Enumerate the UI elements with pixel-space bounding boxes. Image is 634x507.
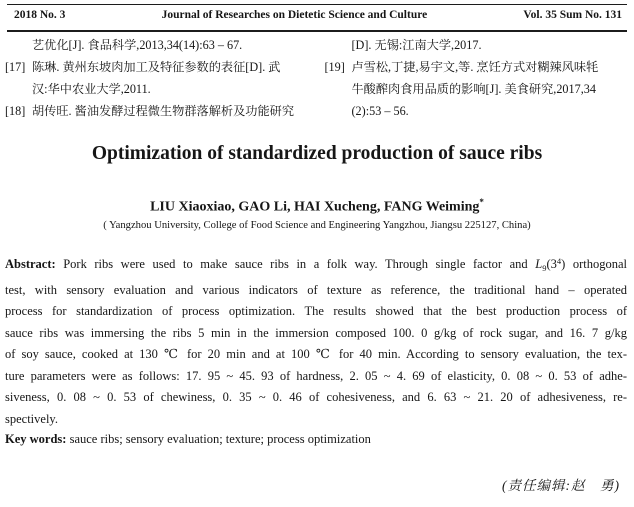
editor-note: (责任编辑:赵 勇) [502,478,620,493]
reference-line [5,56,309,78]
header-journal-title: Journal of Researches on Dietetic Science and Culture [161,9,428,21]
references-left-column [5,34,309,122]
orthogonal-array-subscript: 9 [542,263,547,273]
abstract-section [5,251,627,430]
orthogonal-array-base: (3 [546,257,557,271]
abstract-text: Pork ribs were used to make sauce ribs in a folk way. Through single factor and [63,257,528,271]
header-volume: Vol. 35 Sum No. 131 [523,9,622,21]
orthogonal-array-close: ) [561,257,566,271]
article-title: Optimization of standardized production of sauce ribs [91,143,543,164]
reference-line [5,34,309,56]
reference-line [325,100,629,122]
orthogonal-array-superscript: 4 [556,256,562,266]
author-names: LIU Xiaoxiao, GAO Li, HAI Xucheng, FANG Weiming [150,199,480,215]
reference-line [325,78,629,100]
abstract-line: spectively. [5,411,58,426]
authors-line [0,197,634,216]
reference-text: 汉:华中农业大学,2011. [32,82,151,96]
keywords-line [5,432,627,447]
abstract-label: Abstract: [5,257,56,271]
journal-header [14,9,622,21]
abstract-text: orthogonal [572,257,627,271]
abstract-line: test, with sensory evaluation and various indicators of texture as reference, the traditional hand – operated [5,282,627,297]
abstract-line: siveness, 0. 08 ~ 0. 53 of chewiness, 0. 35 ~ 0. 46 of cohesiveness, and 6. 63 ~ 21. 20 of adhesiveness, re- [5,390,627,404]
abstract-line: process for standardization of process optimization. The results showed that the best production process of [5,304,627,318]
abstract-line [5,251,627,280]
reference-text: 胡传旺. 酱油发酵过程微生物群落解析及功能研究 [32,104,295,118]
reference-text: 艺优化[J]. 食品科学,2013,34(14):63 – 67. [32,38,243,52]
reference-number: [17] [5,60,26,74]
orthogonal-array-symbol: L [535,257,543,271]
header-bottom-rule [7,30,627,32]
reference-line [325,34,629,56]
reference-text: 卢雪松,丁捷,易宇文,等. 烹饪方式对糊辣风味牦 [351,60,599,74]
reference-number: [18] [5,104,26,118]
reference-text: 陈琳. 黄州东坡肉加工及特征参数的表征[D]. 武 [32,60,281,74]
reference-text: [D]. 无锡:江南大学,2017. [351,38,482,52]
reference-text: 牛酸醡肉食用品质的影响[J]. 美食研究,2017,34 [351,82,596,96]
affiliation-line: ( Yangzhou University, College of Food Science and Engineering Yangzhou, Jiangsu 225127, China) [103,220,531,231]
reference-line [5,78,309,100]
abstract-line: ture parameters were as follows: 17. 95 ~ 45. 93 of hardness, 2. 05 ~ 4. 69 of elasticity, 0. 08 ~ 0. 53 of adhe- [5,368,627,383]
corresponding-author-mark: * [479,197,484,207]
keywords-text: sauce ribs; sensory evaluation; texture; process optimization [69,432,371,446]
abstract-line: sauce ribs was immersing the ribs 5 min in the immersion composed 100. 0 g/kg of rock sugar, and 16. 7 g/kg [5,325,627,340]
reference-line [325,56,629,78]
header-top-rule [7,4,627,5]
header-issue: 2018 No. 3 [14,9,66,21]
reference-number: [19] [324,60,345,74]
reference-text: (2):53 – 56. [351,104,409,118]
abstract-line: of soy sauce, cooked at 130 ℃ for 20 min and at 100 ℃ for 40 min. According to sensory evaluation, the tex- [5,347,627,361]
references-right-column [325,34,629,122]
references-section [5,34,628,122]
reference-line [5,100,309,122]
keywords-label: Key words: [5,432,67,446]
